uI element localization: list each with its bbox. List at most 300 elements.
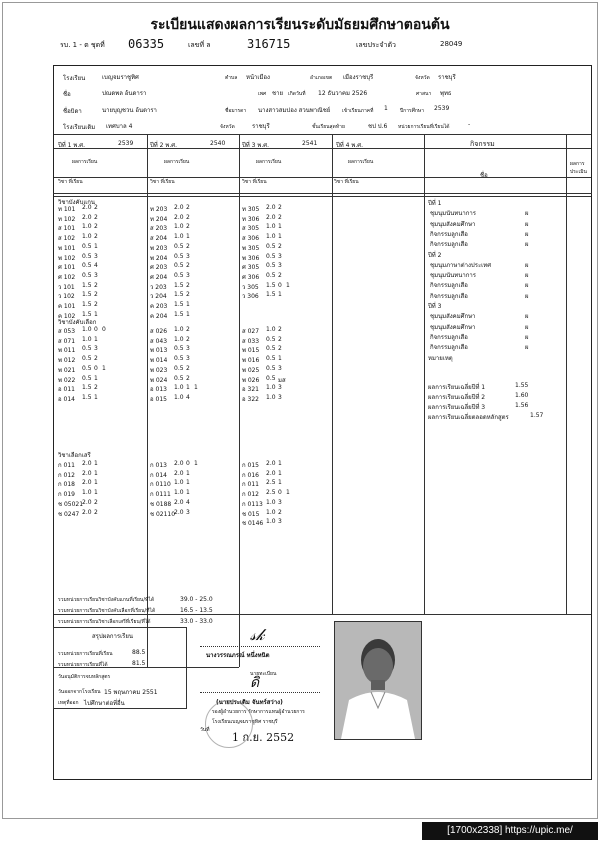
subject-code: ค 204 — [150, 312, 168, 320]
credit-value: 2.0 — [266, 204, 276, 211]
grade-value: 0 — [278, 489, 282, 497]
religion-label: ศาสนา — [416, 91, 432, 97]
subject-code: ศ 203 — [150, 264, 168, 272]
grade-value: 2 — [94, 213, 98, 221]
credit-value: 0.5 — [174, 271, 184, 279]
credit-value: 2.5 — [266, 489, 276, 497]
credit-value: 0.5 — [266, 374, 276, 382]
subject-code: พ 025 — [242, 366, 260, 374]
subject-code: อ 013 — [150, 386, 167, 394]
grade-value: 2 — [186, 335, 190, 343]
reason-value: ไปศึกษาต่อที่อื่น — [84, 700, 125, 707]
credit-value: 2.0 — [82, 213, 92, 221]
total-value: 33.0 - 33.0 — [180, 618, 213, 625]
subject-code: ส 203 — [150, 225, 168, 233]
summary-earned-label: รวมหน่วยการเรียนที่ได้ — [58, 662, 108, 668]
father-name: นายบุญชวน อ้นดารา — [102, 107, 157, 114]
activity-name: ปีที่ 1 — [428, 200, 442, 207]
credit-value: 1.5 — [82, 310, 92, 318]
header-divider — [53, 193, 592, 194]
subject-code: ส 305 — [242, 225, 260, 233]
director-name: (นายประเดิม จันทร์สว่าง) — [216, 699, 283, 706]
grade-value: 2 — [94, 281, 98, 289]
subject-code: ก 0111 — [150, 491, 171, 499]
credit-value: 2.0 — [266, 460, 276, 467]
grade-value: 3 — [278, 262, 282, 270]
grade-value: 1 — [278, 233, 282, 241]
total-label: รวมหน่วยการเรียนวิชาบังคับแกนที่เรียน/ที่ได้ — [58, 597, 155, 603]
code-head-3: วิชา ที่เรียน — [242, 179, 267, 185]
credit-value: 2.0 — [174, 469, 184, 477]
grade-value: 3 — [278, 393, 282, 401]
credit-value: 0.5 — [82, 252, 92, 260]
director-role: รองผู้อำนวยการ รักษาการแทนผู้อำนวยการ — [212, 709, 305, 715]
amphoe-label: อำเภอเขต — [310, 75, 333, 81]
credit-value: 0.5 — [174, 345, 184, 353]
issue-date: 1 ก.ย. 2552 — [232, 731, 295, 744]
code-head-4: วิชา ที่เรียน — [334, 179, 359, 185]
activity-eval-head: ผลการประเมิน — [570, 161, 587, 175]
subject-code: ว 101 — [58, 283, 75, 291]
mother-name: นางสาวสมปอง สวนพาณิชย์ — [258, 107, 331, 114]
document-number: 316715 — [247, 37, 291, 51]
gpa-label: ผลการเรียนเฉลี่ยปีที่ 2 — [428, 394, 486, 401]
prev-province: ราชบุรี — [252, 123, 270, 130]
grade-value: 3 — [278, 364, 282, 372]
credit-value: 1.0 — [266, 384, 276, 392]
grade-value: 2 — [94, 204, 98, 211]
credit-value: 2.0 — [174, 204, 184, 211]
amphoe-value: เมืองราชบุรี — [343, 74, 374, 81]
subject-code: ช 0247 — [58, 510, 80, 518]
subject-code: ศ 306 — [242, 273, 260, 281]
last-grade-label: ชั้นเรียนสุดท้าย — [312, 124, 345, 130]
credit-value: 1.5 — [174, 291, 184, 299]
credit-value: 1.0 — [82, 335, 92, 343]
grade-value: 1 — [94, 242, 98, 250]
subject-code: ก 013 — [150, 462, 167, 469]
subject-code: อ 322 — [242, 395, 259, 403]
subject-code: ส 071 — [58, 337, 76, 345]
grade-value: 2 — [278, 242, 282, 250]
signature-line-2 — [200, 692, 320, 693]
credit-value: 2.0 — [82, 460, 92, 467]
total-label: รวมหน่วยการเรียนวิชาบังคับเลือกที่เรียน/ที่ได้ — [58, 608, 156, 614]
result-head-2: ผลการเรียน — [164, 159, 190, 165]
credit-value: 0.5 — [174, 262, 184, 270]
credit-value: 2.0 — [266, 469, 276, 477]
form-label: รบ. 1 - ต ชุดที่ — [60, 41, 105, 49]
school-seal — [205, 700, 253, 748]
section-core: วิชาบังคับแกน — [58, 199, 95, 206]
credit-value: 1.0 — [82, 326, 92, 333]
grade-value: 2 — [186, 242, 190, 250]
total-value: 16.5 - 13.5 — [180, 607, 213, 614]
grade-value: 1 — [186, 469, 190, 477]
activity-result: ผ — [525, 210, 529, 218]
subject-code: พ 024 — [150, 376, 168, 384]
credit-value: - — [468, 121, 471, 128]
grade-value: 2 — [278, 271, 282, 279]
prev-school: เทศบาล 4 — [106, 123, 133, 130]
subject-code: พ 102 — [58, 254, 76, 262]
activity-name: ชุมนุมภาษาต่างประเทศ — [430, 261, 491, 269]
credit-value: 1.0 — [266, 508, 276, 516]
activity-result: ผ — [525, 292, 529, 300]
credit-value: 1.5 — [266, 291, 276, 299]
grade-value: 3 — [278, 518, 282, 526]
activity-result: ผ — [525, 220, 529, 228]
credit-value: 1.0 — [266, 518, 276, 526]
credit-value: 0.5 — [266, 271, 276, 279]
grade-value: 1 — [278, 291, 282, 299]
subject-code: อ 014 — [58, 395, 75, 403]
grade-value: 3 — [186, 345, 190, 353]
entry-term: 1 — [384, 105, 388, 112]
subject-code: พ 016 — [242, 357, 260, 365]
grade-value: 1 — [194, 384, 198, 392]
credit-value: 1.0 — [266, 326, 276, 333]
credit-value: 0.5 — [82, 355, 92, 363]
credit-value: 2.0 — [82, 469, 92, 477]
activity-name: กิจกรรมลูกเสือ — [430, 292, 468, 300]
subject-code: ว 204 — [150, 293, 167, 301]
credit-value: 2.0 — [82, 479, 92, 487]
credit-value: 2.0 — [174, 213, 184, 221]
total-value: 39.0 - 25.0 — [180, 596, 213, 603]
credit-value: 2.0 — [266, 213, 276, 221]
result-head-4: ผลการเรียน — [348, 159, 374, 165]
activity-result: ผ — [525, 344, 529, 352]
grade-value: 1 — [186, 489, 190, 497]
grade-value: 1 — [186, 233, 190, 241]
activity-result: ผ — [525, 313, 529, 321]
grade-value: 1 — [186, 310, 190, 318]
credit-value: 1.5 — [82, 384, 92, 392]
credit-value: 1.0 — [266, 223, 276, 231]
credit-value: 0.5 — [82, 262, 92, 270]
subject-code: ส 306 — [242, 235, 260, 243]
credit-value: 0.5 — [174, 252, 184, 260]
religion-value: พุทธ — [440, 90, 452, 97]
grade-value: 1 — [94, 489, 98, 497]
grade-value: 2 — [186, 364, 190, 372]
grade-value: 2 — [278, 213, 282, 221]
credit-value: 1.0 — [266, 233, 276, 241]
school-name: เบญจมราชูทิศ — [102, 74, 139, 81]
gpa-value: 1.56 — [515, 402, 529, 409]
subject-code: ส 204 — [150, 235, 168, 243]
credit-value: 1.0 — [266, 498, 276, 506]
subject-code: อ 321 — [242, 386, 259, 394]
activity-result: ผ — [525, 261, 529, 269]
subject-code: ส 033 — [242, 337, 260, 345]
result-head-1: ผลการเรียน — [72, 159, 98, 165]
subject-code: ท 203 — [150, 206, 168, 213]
signature-line-1 — [200, 646, 320, 647]
summary-title: สรุปผลการเรียน — [92, 633, 134, 640]
credit-value: 1.0 — [82, 223, 92, 231]
credit-value: 0.5 — [266, 335, 276, 343]
district-value: หน้าเมือง — [246, 74, 270, 81]
credit-value: 1.5 — [82, 301, 92, 308]
grade-value: 1 — [94, 479, 98, 487]
subject-code: ก 016 — [242, 471, 259, 479]
grade-value: 3 — [278, 384, 282, 392]
grade-value: 0 — [278, 281, 282, 289]
credit-value: 0.5 — [266, 355, 276, 363]
district-label: ตำบล — [225, 75, 238, 81]
credit-value: 0.5 — [82, 374, 92, 382]
credit-value: 1.0 — [174, 479, 184, 487]
grade-value: 2 — [186, 213, 190, 221]
registrar-name: นางวรรณภรณ์ หนึ่งหนิต — [206, 652, 270, 659]
grade-value: 1 — [278, 479, 282, 487]
credit-value: 1.0 — [82, 489, 92, 497]
grade-value: 1 — [94, 469, 98, 477]
grade-value: 2 — [94, 355, 98, 363]
grade-value: 1 — [194, 460, 198, 467]
entry-term-label: เข้าเรียนภาคที่ — [342, 108, 374, 114]
set-number: 06335 — [128, 37, 165, 51]
gpa-value: 1.55 — [515, 382, 529, 389]
grade-value: 1 — [94, 460, 98, 467]
activity-result: ผ — [525, 323, 529, 331]
subject-code: พ 022 — [58, 376, 76, 384]
gpa-value: 1.60 — [515, 392, 529, 399]
prev-school-label: โรงเรียนเดิม — [63, 124, 96, 131]
subject-code: พ 306 — [242, 254, 260, 262]
subject-code: พ 023 — [150, 366, 168, 374]
subject-code: ท 305 — [242, 206, 260, 213]
grade-value: 2 — [278, 204, 282, 211]
grade-value: 3 — [186, 271, 190, 279]
credit-value: 1.0 — [266, 393, 276, 401]
activity-result: ผ — [525, 230, 529, 238]
grade-value: 1 — [186, 384, 190, 392]
activity-name: ปีที่ 3 — [428, 303, 442, 310]
credit-value: 1.0 — [174, 393, 184, 401]
province-label: จังหวัด — [415, 75, 430, 81]
subject-code: ช 015 — [242, 510, 260, 518]
subject-code: ท 204 — [150, 215, 168, 223]
activity-name: กิจกรรมลูกเสือ — [430, 241, 468, 249]
grade-value: 2 — [94, 223, 98, 231]
activity-name: กิจกรรมลูกเสือ — [430, 333, 468, 341]
document-title: ระเบียนแสดงผลการเรียนระดับมัธยมศึกษาตอนต้น — [150, 17, 450, 33]
grade-value: 1 — [278, 223, 282, 231]
birth-label: เกิดวันที่ — [288, 91, 306, 97]
grade-value: 2 — [186, 223, 190, 231]
grade-value: 1 — [286, 489, 290, 497]
credit-value: 2.0 — [82, 498, 92, 506]
grade-value: 3 — [186, 508, 190, 516]
grade-value: 2 — [94, 498, 98, 506]
grade-value: 2 — [278, 335, 282, 343]
subject-code: พ 101 — [58, 244, 76, 252]
activity-result: ผ — [525, 241, 529, 249]
credit-value: 0.5 — [174, 355, 184, 363]
credit-value: 2.0 — [174, 498, 184, 506]
subject-code: ค 203 — [150, 303, 168, 310]
subject-code: พ 203 — [150, 244, 168, 252]
activity-name: กิจกรรมลูกเสือ — [430, 282, 468, 290]
activity-name: ปีที่ 2 — [428, 251, 442, 259]
activity-name: กิจกรรมลูกเสือ — [430, 344, 468, 352]
subject-code: ส 027 — [242, 328, 260, 335]
entry-year-label: ปีการศึกษา — [400, 108, 424, 114]
birth-value: 12 ธันวาคม 2526 — [318, 90, 368, 97]
grade-value: 0 — [102, 326, 106, 333]
subject-code: ศ 204 — [150, 273, 168, 281]
subject-code: ช 0146 — [242, 520, 264, 528]
grade-value: 2 — [186, 374, 190, 382]
grade-value: 0 — [94, 364, 98, 372]
credit-value: 2.5 — [266, 479, 276, 487]
subject-code: พ 305 — [242, 244, 260, 252]
grade-value: 2 — [186, 281, 190, 289]
credit-value: 2.0 — [174, 460, 184, 467]
activity-name: ชุมนุมนันทนาการ — [430, 210, 476, 218]
province-value: ราชบุรี — [438, 74, 456, 81]
grade-value: 2 — [278, 326, 282, 333]
grade-value: 2 — [94, 301, 98, 308]
grade-value: 2 — [186, 291, 190, 299]
subject-code: ศ 102 — [58, 273, 76, 281]
subject-code: พ 021 — [58, 366, 76, 374]
year-1-label: ปีที่ 1 พ.ศ. — [58, 142, 85, 149]
credit-label: หน่วยการเรียนที่เรียนได้ — [398, 124, 450, 130]
grade-value: 4 — [186, 393, 190, 401]
credit-value: 0.5 — [82, 364, 92, 372]
year-3-value: 2541 — [302, 140, 318, 147]
summary-studied-label: รวมหน่วยการเรียนที่เรียน — [58, 651, 113, 657]
grade-value: 1 — [278, 469, 282, 477]
credit-value: 1.5 — [82, 393, 92, 401]
registrar-signature: 𝓈𝓀 — [250, 625, 265, 644]
grade-value: 2 — [186, 326, 190, 333]
credit-value: 1.0 — [174, 223, 184, 231]
subject-code: ก 012 — [242, 491, 259, 499]
credit-value: 0.5 — [266, 262, 276, 270]
subject-code: ส 101 — [58, 225, 76, 233]
director-school: โรงเรียนเบญจมราชูทิศ ราชบุรี — [212, 719, 278, 725]
grade-value: 1 — [186, 479, 190, 487]
activity-name-head: ชื่อ — [480, 172, 488, 179]
activity-name: กิจกรรมลูกเสือ — [430, 230, 468, 238]
grade-value: มส — [278, 376, 286, 384]
credit-value: 1.0 — [174, 326, 184, 333]
student-name: ปณดพล อ้นดารา — [102, 90, 147, 97]
credit-value: 1.0 — [174, 489, 184, 497]
credit-value: 0.5 — [174, 374, 184, 382]
gpa-label: ผลการเรียนเฉลี่ยปีที่ 1 — [428, 384, 486, 391]
gpa-label: ผลการเรียนเฉลี่ยปีที่ 3 — [428, 404, 486, 411]
subject-code: ว 102 — [58, 293, 75, 301]
left-label: วันออกจากโรงเรียน — [58, 689, 101, 695]
grade-value: 4 — [94, 262, 98, 270]
grade-value: 1 — [94, 335, 98, 343]
credit-value: 0.5 — [82, 271, 92, 279]
activity-result: ผ — [525, 333, 529, 341]
grade-value: 3 — [94, 252, 98, 260]
grade-value: 1 — [278, 460, 282, 467]
subject-code: ก 015 — [242, 462, 259, 469]
credit-value: 0.5 — [174, 364, 184, 372]
portrait-graphic — [335, 622, 421, 739]
year-4-label: ปีที่ 4 พ.ศ. — [336, 142, 363, 149]
subject-code: ช 02110 — [150, 510, 176, 518]
credit-value: 2.0 — [174, 508, 184, 516]
credit-value: 0.5 — [266, 252, 276, 260]
grade-value: 1 — [94, 374, 98, 382]
director-signature: ดิ — [250, 675, 260, 691]
subject-code: พ 013 — [150, 347, 168, 355]
grade-value: 2 — [186, 262, 190, 270]
subject-code: ก 014 — [150, 471, 167, 479]
credit-value: 0.5 — [266, 345, 276, 353]
subject-code: ศ 101 — [58, 264, 76, 272]
credit-value: 1.5 — [82, 281, 92, 289]
subject-code: พ 204 — [150, 254, 168, 262]
grade-value: 1 — [94, 393, 98, 401]
credit-value: 0.5 — [266, 242, 276, 250]
credit-value: 0.5 — [82, 345, 92, 353]
gpa-value: 1.57 — [530, 412, 544, 419]
subject-code: ก 0113 — [242, 500, 263, 508]
grade-value: 1 — [286, 281, 290, 289]
grade-value: 2 — [186, 204, 190, 211]
credit-value: 1.5 — [266, 281, 276, 289]
year-3-label: ปีที่ 3 พ.ศ. — [242, 142, 269, 149]
student-photo — [334, 621, 422, 740]
subject-code: ส 043 — [150, 337, 168, 345]
grade-value: 1 — [278, 355, 282, 363]
result-head-3: ผลการเรียน — [256, 159, 282, 165]
image-source-footer: [1700x2338] https://upic.me/ — [422, 822, 598, 840]
credit-value: 0.5 — [266, 364, 276, 372]
number-label: เลขที่ ล — [188, 41, 211, 49]
subject-code: ท 306 — [242, 215, 260, 223]
year-1-value: 2539 — [118, 140, 134, 147]
credit-value: 0.5 — [174, 242, 184, 250]
credit-value: 1.5 — [174, 281, 184, 289]
subject-code: ส 102 — [58, 235, 76, 243]
grade-value: 3 — [186, 355, 190, 363]
subject-code: พ 026 — [242, 376, 260, 384]
credit-value: 1.5 — [174, 301, 184, 308]
subject-code: ก 012 — [58, 471, 75, 479]
subject-code: พ 015 — [242, 347, 260, 355]
subject-code: ส 026 — [150, 328, 168, 335]
reason-label: เหตุที่ออก — [58, 700, 79, 706]
summary-studied: 88.5 — [132, 649, 146, 656]
credit-value: 1.5 — [174, 310, 184, 318]
credit-value: 0.5 — [82, 242, 92, 250]
grade-value: 4 — [186, 498, 190, 506]
activities-title: กิจกรรม — [470, 140, 495, 148]
grade-value: 3 — [186, 252, 190, 260]
subject-code: ศ 305 — [242, 264, 260, 272]
grade-value: 3 — [94, 345, 98, 353]
credit-value: 1.0 — [174, 335, 184, 343]
grade-value: 3 — [278, 498, 282, 506]
subject-code: พ 011 — [58, 347, 76, 355]
subject-code: อ 011 — [58, 386, 75, 394]
subject-code: ท 101 — [58, 206, 76, 213]
activity-result: ผ — [525, 272, 529, 280]
subject-code: อ 015 — [150, 395, 167, 403]
